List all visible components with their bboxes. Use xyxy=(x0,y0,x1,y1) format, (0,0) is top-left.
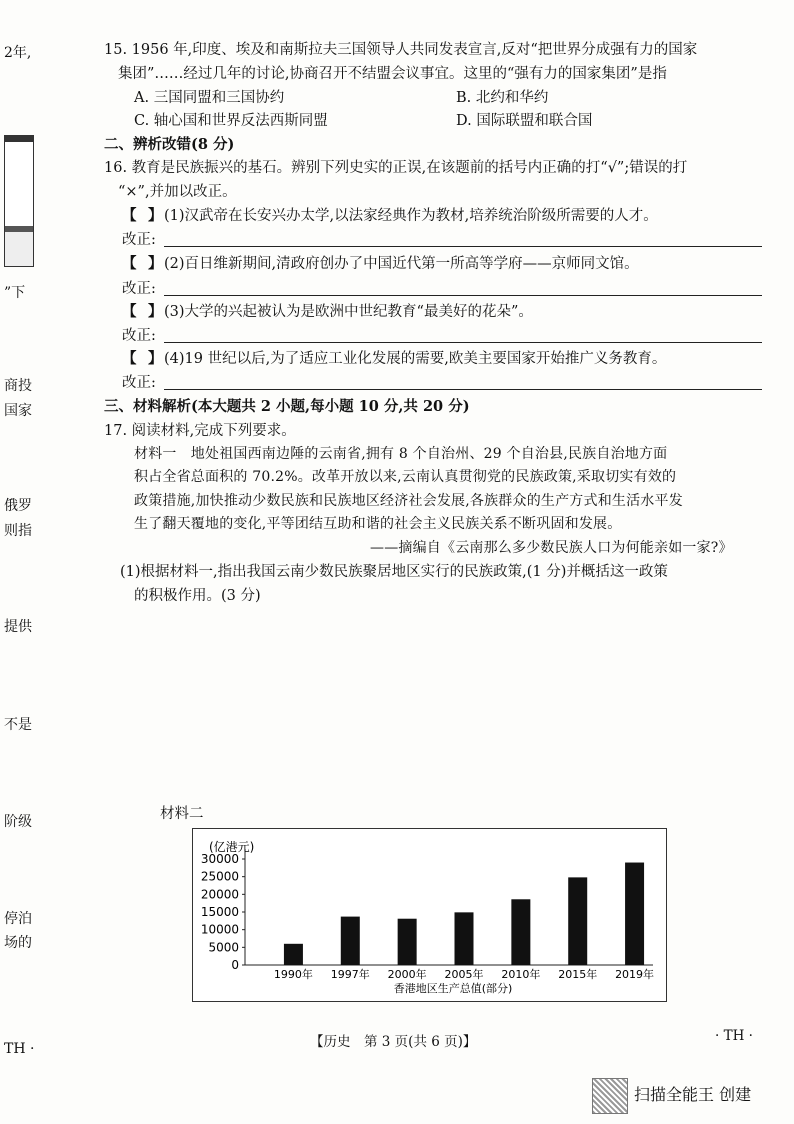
material2-label: 材料二 xyxy=(160,806,204,822)
y-tick-label: 20000 xyxy=(200,887,239,902)
correction-label: 改正: xyxy=(122,375,156,391)
gdp-chart-frame xyxy=(192,828,667,1002)
gdp-bar-chart xyxy=(193,829,666,1001)
margin-fragment: ”下 xyxy=(4,285,26,301)
q17-1-line1: (1)根据材料一,指出我国云南少数民族聚居地区实行的民族政策,(1 分)并概括这一政策 xyxy=(120,564,668,580)
margin-fragment: 则指 xyxy=(4,523,32,539)
answer-bracket-close: 】 xyxy=(148,303,163,320)
y-tick-label: 0 xyxy=(231,958,239,972)
q16-stem-line2: “×”,并加以改正。 xyxy=(118,184,237,200)
answer-bracket-open: 【 xyxy=(122,350,137,367)
page-footer: 【历史 第 3 页(共 6 页)】 xyxy=(310,1034,477,1050)
q15-option-d: D. 国际联盟和联合国 xyxy=(456,113,593,129)
material1-line4: 生了翻天覆地的变化,平等团结互助和谐的社会主义民族关系不断巩固和发展。 xyxy=(134,516,622,532)
material1-line1: 材料一 地处祖国西南边陲的云南省,拥有 8 个自治州、29 个自治县,民族自治地方面 xyxy=(134,446,668,462)
correction-answer-line[interactable] xyxy=(164,295,762,296)
q15-option-c: C. 轴心国和世界反法西斯同盟 xyxy=(134,113,328,129)
x-tick-label: 1990年 xyxy=(273,968,313,981)
answer-bracket-open: 【 xyxy=(122,207,137,224)
material1-line2: 积占全省总面积的 70.2%。改革开放以来,云南认真贯彻党的民族政策,采取切实有效的 xyxy=(134,469,677,485)
margin-fragment: 提供 xyxy=(4,619,32,635)
correction-answer-line[interactable] xyxy=(164,246,762,247)
y-tick-label: 10000 xyxy=(200,922,239,937)
x-tick-label: 2000年 xyxy=(387,968,427,981)
correction-answer-line[interactable] xyxy=(164,342,762,343)
q16-item-4: (4)19 世纪以后,为了适应工业化发展的需要,欧美主要国家开始推广义务教育。 xyxy=(164,351,667,367)
bar xyxy=(284,944,303,965)
q15-option-b: B. 北约和华约 xyxy=(456,90,549,106)
margin-fragment: TH · xyxy=(4,1041,35,1057)
material1-line3: 政策措施,加快推动少数民族和民族地区经济社会发展,各族群众的生产方式和生活水平发 xyxy=(134,493,683,509)
q17-1-line2: 的积极作用。(3 分) xyxy=(134,588,261,604)
q16-item-1: (1)汉武帝在长安兴办太学,以法家经典作为教材,培养统治阶级所需要的人才。 xyxy=(164,208,658,224)
answer-bracket-close: 】 xyxy=(148,207,163,224)
q16-item-3: (3)大学的兴起被认为是欧洲中世纪教育“最美好的花朵”。 xyxy=(164,304,533,320)
bar xyxy=(455,912,474,965)
x-tick-label: 2005年 xyxy=(444,968,484,981)
material1-source: ——摘编自《云南那么多少数民族人口为何能亲如一家?》 xyxy=(370,540,733,556)
bar xyxy=(398,919,417,965)
margin-photo-fragment xyxy=(4,135,34,267)
y-axis-unit-label: (亿港元) xyxy=(209,840,255,854)
margin-fragment: 俄罗 xyxy=(4,498,32,514)
margin-fragment: 2年, xyxy=(4,45,32,61)
q17-intro: 17. 阅读材料,完成下列要求。 xyxy=(104,423,296,439)
y-tick-label: 5000 xyxy=(208,940,239,955)
correction-label: 改正: xyxy=(122,328,156,344)
q15-stem-line1: 15. 1956 年,印度、埃及和南斯拉夫三国领导人共同发表宣言,反对“把世界分成强有力的国家 xyxy=(104,42,698,58)
q16-item-2: (2)百日维新期间,清政府创办了中国近代第一所高等学府——京师同文馆。 xyxy=(164,256,639,272)
answer-bracket-close: 】 xyxy=(148,255,163,272)
q16-stem-line1: 16. 教育是民族振兴的基石。辨别下列史实的正误,在该题前的括号内正确的打“√”;错误的打 xyxy=(104,160,688,176)
margin-fragment: 停泊 xyxy=(4,911,32,927)
bar xyxy=(511,899,530,965)
x-tick-label: 2019年 xyxy=(615,968,655,981)
margin-fragment: 阶级 xyxy=(4,814,32,830)
scanner-watermark: 扫描全能王 创建 xyxy=(634,1085,752,1104)
y-tick-label: 15000 xyxy=(200,905,239,919)
y-tick-label: 30000 xyxy=(200,852,239,866)
section-3-title: 三、材料解析(本大题共 2 小题,每小题 10 分,共 20 分) xyxy=(104,398,470,415)
q15-option-a: A. 三国同盟和三国协约 xyxy=(134,90,285,106)
correction-answer-line[interactable] xyxy=(164,389,762,390)
margin-fragment: 商投 xyxy=(4,378,32,394)
x-tick-label: 2010年 xyxy=(501,968,541,981)
footer-right-mark: · TH · xyxy=(715,1028,753,1044)
bar xyxy=(625,863,644,965)
x-tick-label: 2015年 xyxy=(558,968,598,981)
q15-stem-line2: 集团”……经过几年的讨论,协商召开不结盟会议事宜。这里的“强有力的国家集团”是指 xyxy=(118,66,667,82)
margin-fragment: 不是 xyxy=(4,717,32,733)
section-2-title: 二、辨析改错(8 分) xyxy=(104,136,235,153)
margin-fragment: 场的 xyxy=(4,935,32,951)
answer-bracket-open: 【 xyxy=(122,255,137,272)
y-tick-label: 25000 xyxy=(200,869,239,884)
camscanner-logo-icon xyxy=(592,1078,628,1114)
margin-fragment: 国家 xyxy=(4,403,32,419)
answer-bracket-open: 【 xyxy=(122,303,137,320)
correction-label: 改正: xyxy=(122,232,156,248)
x-tick-label: 1997年 xyxy=(330,968,370,981)
x-axis-label: 香港地区生产总值(部分) xyxy=(393,982,513,995)
bar xyxy=(341,917,360,965)
answer-bracket-close: 】 xyxy=(148,350,163,367)
correction-label: 改正: xyxy=(122,281,156,297)
bar xyxy=(568,877,587,965)
